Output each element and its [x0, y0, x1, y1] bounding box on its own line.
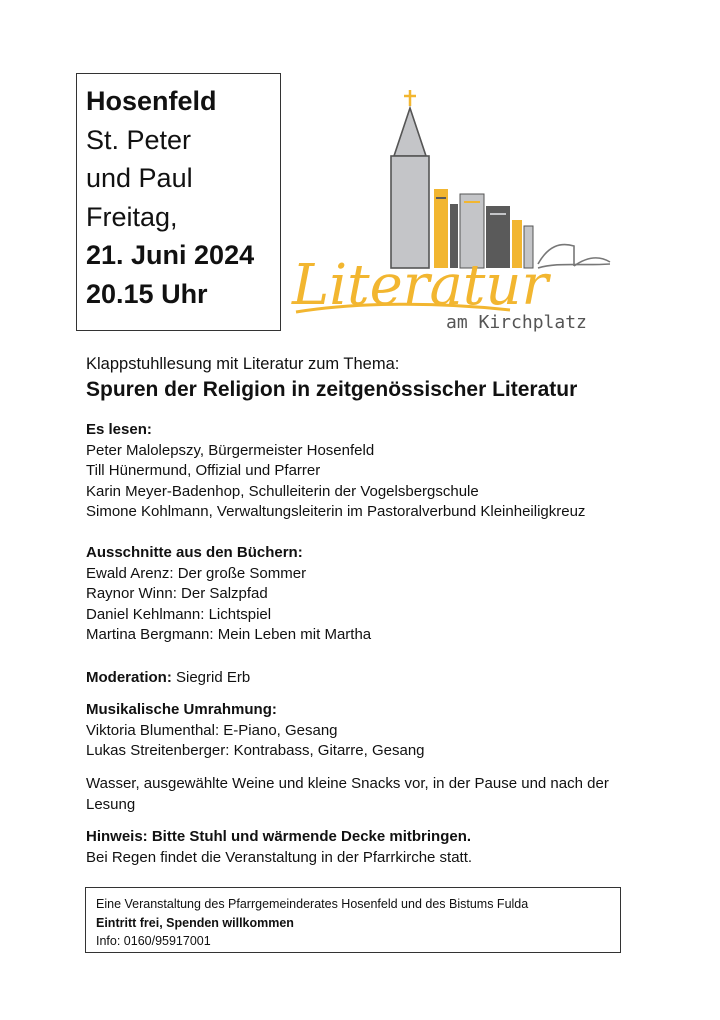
event-date: 21. Juni 2024	[86, 240, 255, 270]
list-item: Karin Meyer-Badenhop, Schulleiterin der Vogelsbergschule	[86, 482, 479, 500]
event-info-box	[76, 73, 281, 331]
list-item: Viktoria Blumenthal: E-Piano, Gesang	[86, 721, 338, 739]
list-item: Peter Malolepszy, Bürgermeister Hosenfeld	[86, 441, 375, 459]
list-item: Simone Kohlmann, Verwaltungsleiterin im Pastoralverbund Kleinheiligkreuz	[86, 503, 586, 521]
logo-script-text: Literatur	[292, 253, 549, 318]
theme-intro: Klappstuhllesung mit Literatur zum Thema:	[86, 355, 400, 373]
list-item: Raynor Winn: Der Salzpfad	[86, 585, 268, 603]
church-line-2: und Paul	[86, 163, 193, 193]
books-heading: Ausschnitte aus den Büchern:	[86, 544, 303, 561]
notice-bold: Hinweis: Bitte Stuhl und wärmende Decke mitbringen.	[86, 828, 472, 845]
notice-section	[86, 827, 472, 868]
list-item: Ewald Arenz: Der große Sommer	[86, 564, 307, 582]
books-section	[86, 543, 371, 646]
moderation-name: Siegrid Erb	[176, 669, 251, 686]
contact-line: Info: 0160/95917001	[96, 934, 211, 948]
list-item: Daniel Kehlmann: Lichtspiel	[86, 605, 272, 623]
list-item: Till Hünermund, Offizial und Pfarrer	[86, 462, 321, 480]
music-section	[86, 700, 425, 762]
open-book-icon	[538, 245, 610, 268]
catering-line-2: Lesung	[86, 795, 136, 813]
church-icon	[391, 90, 429, 268]
moderation-label: Moderation:	[86, 669, 172, 686]
catering-text	[86, 774, 609, 815]
church-line-1: St. Peter	[86, 124, 192, 155]
location: Hosenfeld	[86, 86, 217, 116]
readers-heading: Es lesen:	[86, 421, 152, 438]
catering-line-1: Wasser, ausgewählte Weine und kleine Snacks vor, in der Pause und nach der	[86, 775, 609, 792]
readers-section	[86, 420, 585, 523]
list-item: Lukas Streitenberger: Kontrabass, Gitarre, Gesang	[86, 742, 425, 760]
footer-box	[85, 887, 621, 953]
organizer-line: Eine Veranstaltung des Pfarrgemeinderates Hosenfeld und des Bistums Fulda	[96, 897, 529, 911]
music-heading: Musikalische Umrahmung:	[86, 701, 277, 718]
rain-notice: Bei Regen findet die Veranstaltung in der Pfarrkirche statt.	[86, 848, 473, 866]
literatur-am-kirchplatz-logo	[288, 86, 618, 336]
weekday: Freitag,	[86, 201, 178, 232]
logo-sub-text: am Kirchplatz	[446, 312, 587, 333]
event-time: 20.15 Uhr	[86, 278, 208, 309]
entry-line: Eintritt frei, Spenden willkommen	[96, 915, 294, 930]
list-item: Martina Bergmann: Mein Leben mit Martha	[86, 626, 372, 644]
theme-title: Spuren der Religion in zeitgenössischer Literatur	[86, 378, 578, 401]
moderation-line	[86, 668, 250, 689]
